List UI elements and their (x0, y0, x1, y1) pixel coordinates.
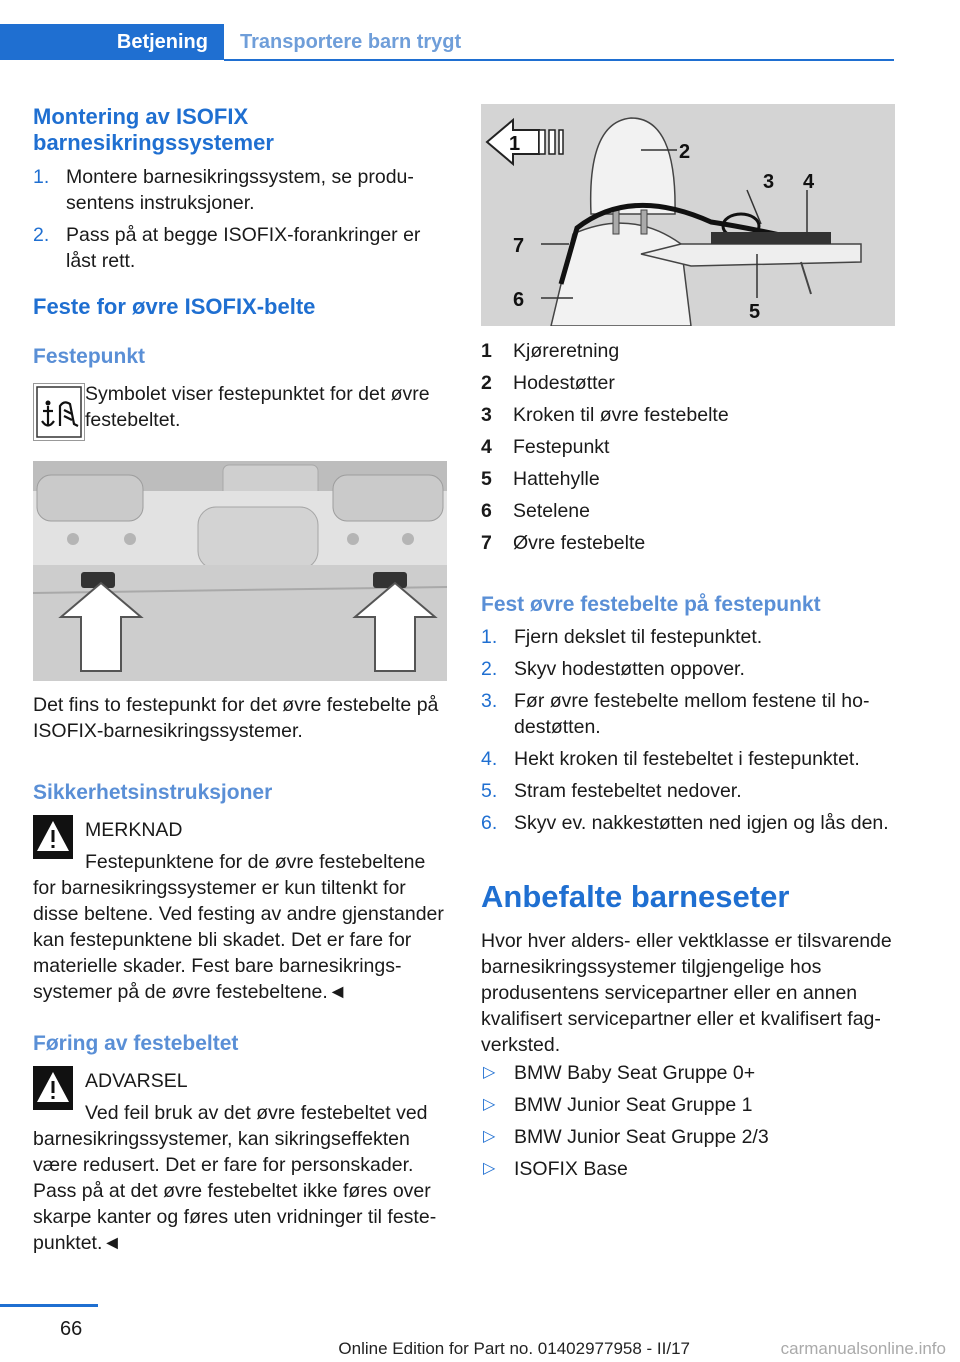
heading-festepunkt: Festepunkt (33, 345, 146, 368)
list-item: 2. Pass på at begge ISOFIX-forankringer er låst rett. (33, 224, 421, 272)
left-column (33, 104, 447, 280)
heading-foring: Føring av festebeltet (33, 1032, 239, 1055)
list-item: ▷ BMW Junior Seat Gruppe 2/3 (483, 1126, 769, 1148)
list-item: ▷ BMW Baby Seat Gruppe 0+ (483, 1062, 756, 1084)
diagram-label-4: 4 (803, 171, 815, 193)
list-item: ▷ BMW Junior Seat Gruppe 1 (483, 1094, 753, 1116)
list-item: 1. Montere barnesikringssystem, se produsentens instruksjoner. (33, 166, 414, 214)
legend-value: Hattehylle (513, 468, 600, 490)
legend-value: Kjøreretning (513, 340, 620, 362)
legend-key: 7 (481, 532, 492, 554)
header-tabs (0, 24, 894, 62)
list-item: 5. Stram festebeltet nedover. (481, 780, 742, 802)
footer-rule (0, 1304, 98, 1307)
anbefalte-text: Hvor hver alders- eller vektklasse er tilsvarende barnesikringssystemer tilgjengelige hos produsentens servicepartner eller en annen kvalifisert servicepartner eller et kvalifisert fagverksted. (481, 930, 892, 1056)
heading-sikkerhet: Sikkerhetsinstruksjoner (33, 781, 273, 804)
legend-value: Hodestøtter (513, 372, 615, 394)
isofix-anchor-symbol-icon (33, 383, 85, 441)
list-item: 6. Skyv ev. nakkestøtten ned igjen og lås den. (481, 812, 889, 834)
diagram-label-7: 7 (513, 235, 525, 257)
watermark: carmanualsonline.info (780, 1339, 946, 1358)
edition-text: Online Edition for Part no. 01402977958 - II/17 (338, 1339, 690, 1358)
merknad-label: MERKNAD (85, 819, 183, 841)
diagram-label-3: 3 (763, 171, 775, 193)
legend-key: 2 (481, 372, 492, 394)
diagram-label-6: 6 (513, 289, 525, 311)
tab-betjening[interactable]: Betjening (0, 24, 224, 60)
heading-montering: Montering av ISOFIX barnesikringssystemer (33, 104, 274, 155)
legend-key: 5 (481, 468, 492, 490)
photo-caption: Det fins to festepunkt for det øvre festebelte på ISOFIX-barnesikringssystemer. (33, 694, 439, 742)
legend-key: 4 (481, 436, 492, 458)
diagram-label-2: 2 (679, 141, 691, 163)
diagram-label-5: 5 (749, 301, 761, 323)
list-item: 4. Hekt kroken til festebeltet i festepunktet. (481, 748, 860, 770)
symbol-description: Symbolet viser festepunktet for det øvre festebeltet. (85, 383, 430, 431)
page-number: 66 (60, 1318, 83, 1340)
heading-fest: Fest øvre festebelte på festepunkt (481, 593, 821, 616)
fest-steps (481, 624, 895, 842)
legend-value: Setelene (513, 500, 590, 522)
legend-value: Kroken til øvre festebelte (513, 404, 729, 426)
list-item: 1. Fjern dekslet til festepunktet. (481, 626, 763, 648)
list-item: ▷ ISOFIX Base (483, 1158, 628, 1180)
tab-transportere-barn-trygt[interactable]: Transportere barn trygt (240, 31, 462, 53)
legend-value: Festepunkt (513, 436, 610, 458)
diagram-legend (481, 338, 895, 556)
advarsel-label: ADVARSEL (85, 1070, 188, 1092)
legend-value: Øvre festebelte (513, 532, 646, 554)
seat-list (481, 1060, 895, 1188)
heading-feste: Feste for øvre ISOFIX-belte (33, 294, 316, 319)
list-item: 3. Før øvre festebelte mellom festene til hodestøtten. (481, 690, 870, 738)
montering-steps (33, 164, 447, 274)
list-item: 2. Skyv hodestøtten oppover. (481, 658, 745, 680)
isofix-diagram (481, 104, 895, 326)
advarsel-text: Ved feil bruk av det øvre festebeltet ved barnesikringssystemer, kan sikringseffekten være redusert. Det er fare for personskader. Pass på at det øvre festebeltet ikke føres over skarpe kanter og føres uten vridninger til festepunktet.◄ (33, 1102, 437, 1254)
diagram-label-1: 1 (509, 133, 521, 155)
legend-key: 6 (481, 500, 492, 522)
rear-shelf-photo (33, 461, 447, 681)
legend-key: 1 (481, 340, 492, 362)
header-rule (224, 59, 894, 61)
merknad-text: Festepunktene for de øvre festebeltene for barnesikringssystemer er kun tiltenkt for disse beltene. Ved festing av andre gjenstander kan festepunktene bli skadet. Det er fare for materielle skader. Fest bare barnesikringssystemer på de øvre festebeltene.◄ (33, 851, 444, 1003)
heading-anbefalte: Anbefalte barneseter (481, 879, 790, 914)
legend-key: 3 (481, 404, 492, 426)
